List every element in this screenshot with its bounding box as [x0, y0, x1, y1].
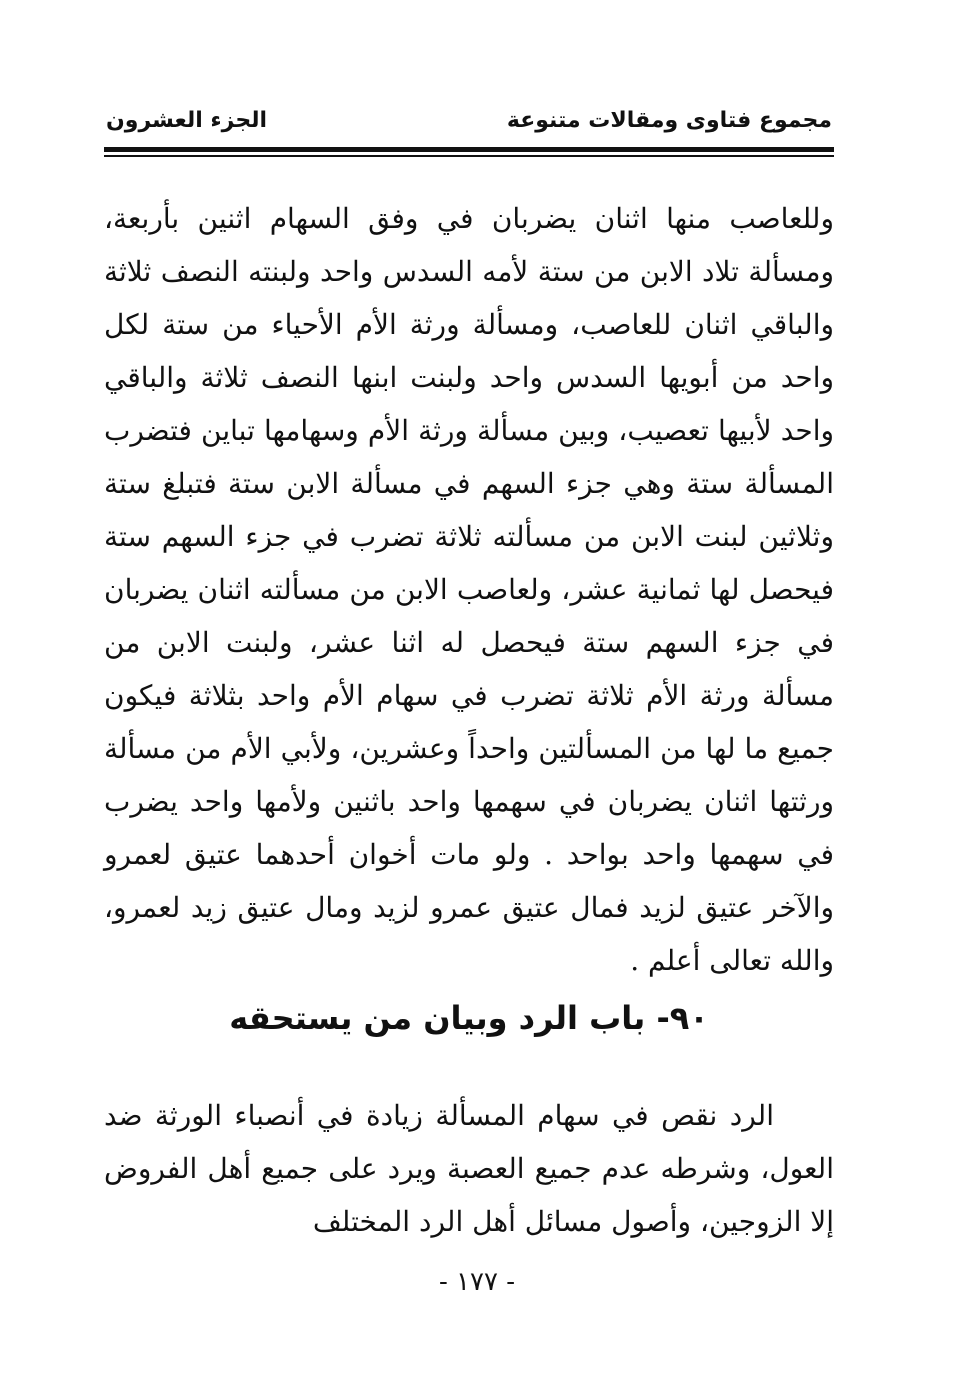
book-title: مجموع فتاوى ومقالات متنوعة	[506, 107, 832, 133]
running-header	[106, 100, 832, 140]
header-rule-thick	[104, 147, 834, 152]
body-paragraph: وللعاصب منها اثنان يضربان في وفق السهام اثنين بأربعة، ومسألة تلاد الابن من ستة لأمه السدس واحد ولبنته النصف ثلاثة والباقي اثنان للعاصب، ومسألة ورثة الأم الأحياء من ستة لكل واحد من أبويها السدس واحد ولبنت ابنها النصف ثلاثة والباقي واحد لأبيها تعصيب، وبين مسألة ورثة الأم وسهامها تباين فتضرب المسألة ستة وهي جزء السهم في مسألة الابن ستة فتبلغ ستة وثلاثين لبنت الابن من مسألته ثلاثة تضرب في جزء السهم ستة فيحصل لها ثمانية عشر، ولعاصب الابن من مسألته اثنان يضربان في جزء السهم ستة فيحصل له اثنا عشر، ولبنت الابن من مسألة ورثة الأم ثلاثة تضرب في سهام الأم واحد بثلاثة فيكون جميع ما لها من المسألتين واحداً وعشرين، ولأبي الأم من مسألة ورثتها اثنان يضربان في سهمها واحد باثنين ولأمها واحد يضرب في سهمها واحد بواحد . ولو مات أخوان أحدهما عتيق لعمرو والآخر عتيق لزيد فمال عتيق عمرو لزيد ومال عتيق زيد لعمرو، والله تعالى أعلم .	[104, 202, 834, 977]
header-rule-thin	[104, 155, 834, 157]
page-number: - ١٧٧ -	[438, 1267, 516, 1297]
body-paragraph: الرد نقص في سهام المسألة زيادة في أنصباء الورثة ضد العول، وشرطه عدم جميع العصبة ويرد على جميع أهل الفروض إلا الزوجين، وأصول مسائل أهل الرد المختلف	[104, 1099, 834, 1238]
volume-part: الجزء العشرون	[106, 107, 267, 133]
section-heading: ٩٠- باب الرد وبيان من يستحقه	[229, 999, 709, 1037]
